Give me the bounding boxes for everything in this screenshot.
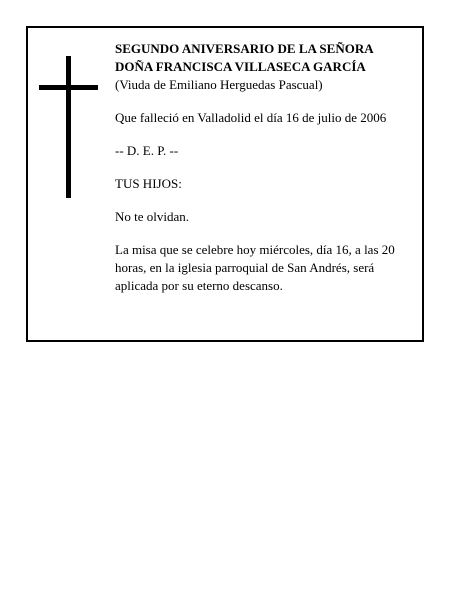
obituary-notice <box>26 26 424 342</box>
signatories: TUS HIJOS: <box>115 176 182 191</box>
remembrance: No te olvidan. <box>115 209 190 224</box>
mass-line-2: horas, en la iglesia parroquial de San Andrés, será <box>115 260 375 275</box>
title-line-2: DOÑA FRANCISCA VILLASECA GARCÍA <box>115 59 366 74</box>
notice-text <box>115 40 415 295</box>
mass-line-3: aplicada por su eterno descanso. <box>115 278 283 293</box>
cross-vertical-bar <box>66 56 71 198</box>
death-statement: Que falleció en Valladolid el día 16 de julio de 2006 <box>115 110 387 125</box>
title-line-1: SEGUNDO ANIVERSARIO DE LA SEÑORA <box>115 41 374 56</box>
subtitle: (Viuda de Emiliano Herguedas Pascual) <box>115 77 323 92</box>
cross-horizontal-bar <box>39 85 98 90</box>
rip-line: -- D. E. P. -- <box>115 143 179 158</box>
mass-line-1: La misa que se celebre hoy miércoles, día 16, a las 20 <box>115 242 395 257</box>
